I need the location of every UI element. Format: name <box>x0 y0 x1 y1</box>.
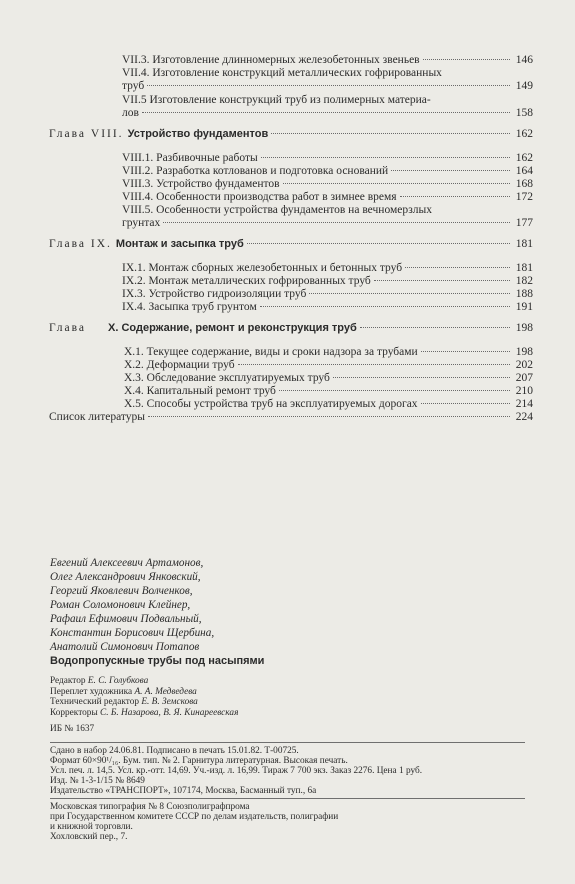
toc-row <box>122 54 533 67</box>
divider <box>50 798 525 799</box>
toc-page-number: 191 <box>515 301 533 313</box>
toc-row <box>124 359 533 372</box>
toc-chapter-heading <box>49 238 533 251</box>
toc-entry-text: VIII.2. Разработка котлованов и подготовка оснований <box>122 165 389 177</box>
author-name: Георгий Яковлевич Волченков, <box>50 585 193 597</box>
author-name: Евгений Алексеевич Артамонов, <box>50 557 204 569</box>
chapter-lead: Глава VIII. <box>49 128 124 140</box>
chapter-lead: Глава <box>49 322 87 334</box>
toc-row <box>124 346 533 359</box>
toc-page-number: 162 <box>515 152 533 164</box>
toc-row <box>122 152 533 165</box>
toc-entry-text: Список литературы <box>49 411 145 423</box>
author-name: Роман Соломонович Клейнер, <box>50 599 191 611</box>
toc-entry-text: VIII.3. Устройство фундаментов <box>122 178 280 190</box>
imprint-line: Издательство «ТРАНСПОРТ», 107174, Москва, Басманный туп., 6а <box>50 786 317 796</box>
chapter-title: X. Содержание, ремонт и реконструкция труб <box>108 322 357 334</box>
credit-name: Е. В. Земскова <box>141 697 198 707</box>
toc-page-number: 177 <box>515 217 533 229</box>
ib-number: ИБ № 1637 <box>50 724 95 734</box>
toc-entry-text: X.5. Способы устройства труб на эксплуатируемых дорогах <box>124 398 418 410</box>
credit-role: Переплет художника <box>50 686 133 697</box>
toc-row <box>122 262 533 275</box>
toc-entry-text: VII.5 Изготовление конструкций труб из полимерных материа- <box>122 94 431 106</box>
toc-row <box>124 398 533 411</box>
toc-entry-text: IX.4. Засыпка труб грунтом <box>122 301 257 313</box>
toc-row <box>122 107 533 120</box>
toc-entry-text: X.1. Текущее содержание, виды и сроки надзора за трубами <box>124 346 418 358</box>
chapter-title: Монтаж и засыпка труб <box>115 238 244 250</box>
toc-entry-text: VII.3. Изготовление длинномерных железобетонных звеньев <box>122 54 420 66</box>
toc-entry-text: VII.4. Изготовление конструкций металлических гофрированных <box>122 67 442 79</box>
toc-chapter-heading <box>49 128 533 141</box>
imprint-line: и книжной торговли. <box>50 822 133 832</box>
toc-entry-text: лов <box>122 107 139 119</box>
imprint-line: Хохловский пер., 7. <box>50 832 128 842</box>
toc-page-number: 224 <box>515 411 533 423</box>
toc-entry-text: VIII.1. Разбивочные работы <box>122 152 258 164</box>
imprint-line: Сдано в набор 24.06.81. Подписано в печать 15.01.82. Т-00725. <box>50 746 299 756</box>
credit-line <box>50 697 238 708</box>
book-title: Водопропускные трубы под насыпями <box>50 655 265 667</box>
toc-page-number: 207 <box>515 372 533 384</box>
toc-entry-text: IX.1. Монтаж сборных железобетонных и бетонных труб <box>122 262 403 274</box>
toc-page-number: 202 <box>515 359 533 371</box>
toc-page-number: 146 <box>515 54 533 66</box>
toc-row <box>122 80 533 93</box>
toc-entry-text: грунтах <box>122 217 161 229</box>
author-name: Константин Борисович Щербина, <box>50 627 215 639</box>
toc-row <box>122 301 533 314</box>
author-name: Олег Александрович Янковский, <box>50 571 201 583</box>
toc-entry-text: X.3. Обследование эксплуатируемых труб <box>124 372 330 384</box>
imprint-line: Московская типография № 8 Союзполиграфпрома <box>50 802 250 812</box>
toc-page-number: 168 <box>515 178 533 190</box>
imprint-line: Изд. № 1-3-1/15 № 8649 <box>50 776 145 786</box>
chapter-title: Устройство фундаментов <box>127 128 269 140</box>
credit-name: А. А. Медведева <box>134 686 197 697</box>
toc-row <box>124 372 533 385</box>
toc-chapter-heading <box>49 322 533 335</box>
toc-page-number: 210 <box>515 385 533 397</box>
toc-row <box>122 275 533 288</box>
credit-role: Корректоры <box>50 707 98 718</box>
author-name: Анатолий Симонович Потапов <box>50 641 200 653</box>
toc-entry-text: X.4. Капитальный ремонт труб <box>124 385 276 397</box>
toc-row <box>122 165 533 178</box>
author-name: Рафаил Ефимович Подвальный, <box>50 613 202 625</box>
divider <box>50 742 525 743</box>
toc-page-number: 162 <box>515 128 533 140</box>
credit-line <box>50 708 238 719</box>
credit-role: Редактор <box>50 676 86 686</box>
credit-role: Технический редактор <box>50 697 140 707</box>
toc-page-number: 188 <box>515 288 533 300</box>
toc-row <box>122 288 533 301</box>
toc-row <box>124 385 533 398</box>
toc-page-number: 198 <box>515 322 533 334</box>
toc-page-number: 181 <box>515 262 533 274</box>
credit-name: Е. С. Голубкова <box>87 676 149 686</box>
toc-entry-text: VIII.5. Особенности устройства фундаментов на вечномерзлых <box>122 204 433 216</box>
toc-row <box>122 191 533 204</box>
toc-row <box>122 204 432 217</box>
toc-row <box>122 217 533 230</box>
toc-page-number: 198 <box>515 346 533 358</box>
credit-name: С. Б. Назарова, В. Я. Кинареевская <box>100 707 239 718</box>
editorial-credits <box>50 676 238 718</box>
imprint-line: Усл. печ. л. 14,5. Усл. кр.-отт. 14,69. Уч.-изд. л. 16,99. Тираж 7 700 экз. Заказ 2276. Цена 1 руб. <box>50 766 423 776</box>
toc-row <box>122 67 442 80</box>
toc-page-number: 149 <box>515 80 533 92</box>
toc-page-number: 164 <box>515 165 533 177</box>
toc-page-number: 214 <box>515 398 533 410</box>
credit-line <box>50 676 238 687</box>
toc-page-number: 182 <box>515 275 533 287</box>
toc-entry-text: VIII.4. Особенности производства работ в зимнее время <box>122 191 397 203</box>
toc-page-number: 181 <box>515 238 533 250</box>
toc-entry-text: IX.2. Монтаж металлических гофрированных труб <box>122 275 371 287</box>
toc-entry-text: труб <box>122 80 145 92</box>
imprint-line: Формат 60×90¹/₁₆. Бум. тип. № 2. Гарнитура литературная. Высокая печать. <box>50 756 348 766</box>
toc-page-number: 158 <box>515 107 533 119</box>
toc-row <box>122 178 533 191</box>
credit-line <box>50 687 238 698</box>
toc-entry-text: X.2. Деформации труб <box>124 359 235 371</box>
toc-bibliography-row <box>49 411 533 424</box>
imprint-line: при Государственном комитете СССР по делам издательств, полиграфии <box>50 812 339 822</box>
toc-row <box>122 94 431 107</box>
toc-entry-text: IX.3. Устройство гидроизоляции труб <box>122 288 307 300</box>
authors-list <box>50 556 214 654</box>
toc-page-number: 172 <box>515 191 533 203</box>
chapter-lead: Глава IX. <box>49 238 112 250</box>
